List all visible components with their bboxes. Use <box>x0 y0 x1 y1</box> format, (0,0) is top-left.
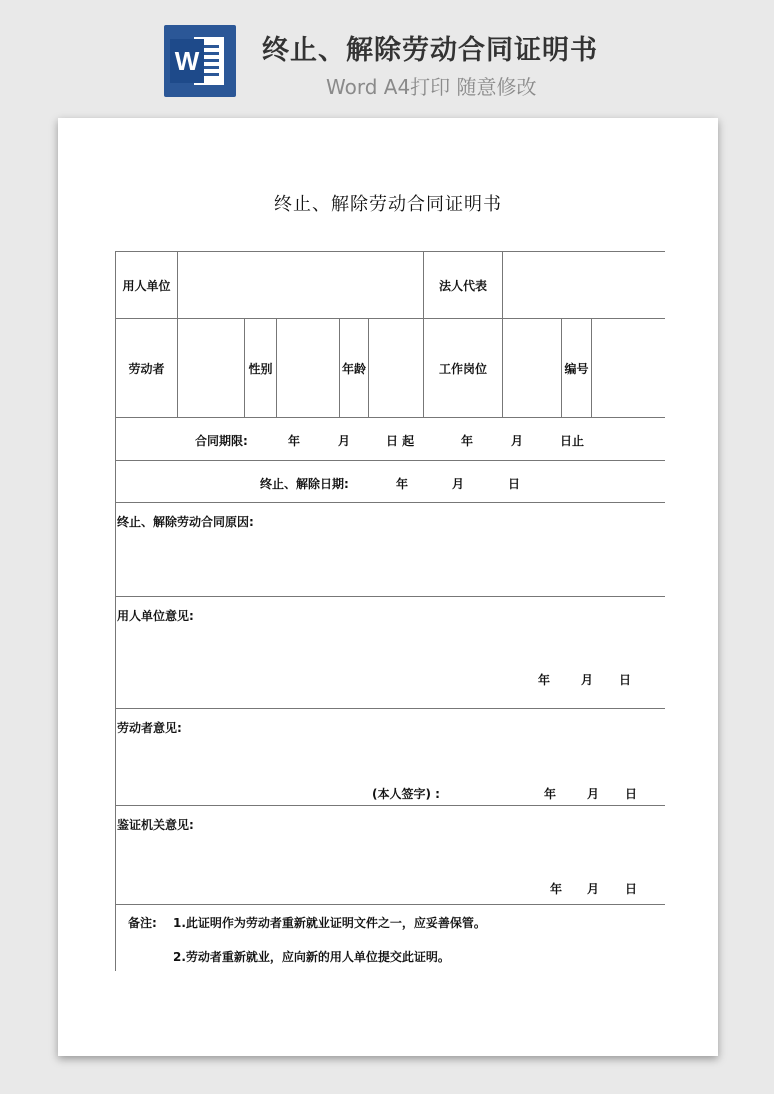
row-worker <box>116 319 666 418</box>
employer-opinion-label: 用人单位意见: <box>117 609 194 623</box>
termination-date-cell[interactable] <box>116 461 666 503</box>
authority-opinion-label: 鉴证机关意见: <box>117 818 194 832</box>
row-employer-opinion <box>116 597 666 709</box>
employer-opinion-year: 年 <box>538 673 551 687</box>
termination-year: 年 <box>396 477 409 491</box>
age-field[interactable] <box>369 319 424 418</box>
row-reason <box>116 503 666 597</box>
gender-label: 性别 <box>245 319 277 418</box>
termination-month: 月 <box>452 477 465 491</box>
termination-date-label: 终止、解除日期: <box>260 477 349 491</box>
position-label: 工作岗位 <box>424 319 503 418</box>
worker-opinion-cell[interactable] <box>116 709 666 806</box>
row-worker-opinion <box>116 709 666 806</box>
worker-field[interactable] <box>178 319 245 418</box>
legal-rep-label: 法人代表 <box>424 252 503 319</box>
contract-end-year: 年 <box>461 434 474 448</box>
notes-cell <box>116 905 666 972</box>
row-notes <box>116 905 666 972</box>
reason-cell[interactable] <box>116 503 666 597</box>
contract-end-month: 月 <box>511 434 524 448</box>
contract-end-day: 日止 <box>560 434 585 448</box>
age-label: 年龄 <box>340 319 369 418</box>
position-field[interactable] <box>503 319 562 418</box>
banner-subtitle: Word A4打印 随意修改 <box>326 75 537 99</box>
contract-start-month: 月 <box>338 434 351 448</box>
gender-field[interactable] <box>277 319 340 418</box>
word-app-icon <box>164 25 236 97</box>
authority-opinion-year: 年 <box>550 882 563 896</box>
worker-opinion-year: 年 <box>544 787 557 801</box>
employer-opinion-cell[interactable] <box>116 597 666 709</box>
legal-rep-field[interactable] <box>503 252 665 319</box>
notes-line-2: 2.劳动者重新就业，应向新的用人单位提交此证明。 <box>173 950 450 964</box>
form-container <box>115 251 665 971</box>
employer-field[interactable] <box>178 252 424 319</box>
worker-opinion-day: 日 <box>625 787 638 801</box>
termination-day: 日 <box>508 477 521 491</box>
employer-opinion-month: 月 <box>581 673 594 687</box>
word-letter: W <box>170 39 204 83</box>
notes-line-1: 1.此证明作为劳动者重新就业证明文件之一，应妥善保管。 <box>173 916 486 930</box>
worker-label: 劳动者 <box>116 319 178 418</box>
worker-signature-label: (本人签字) : <box>372 787 440 801</box>
contract-start-year: 年 <box>288 434 301 448</box>
certificate-form-table <box>115 251 665 971</box>
row-contract-term <box>116 418 666 461</box>
row-authority-opinion <box>116 806 666 905</box>
row-employer <box>116 252 666 319</box>
contract-term-label: 合同期限: <box>195 434 248 448</box>
number-field[interactable] <box>592 319 665 418</box>
worker-opinion-month: 月 <box>587 787 600 801</box>
document-page: ​ 终止、解除劳动合同证明书 用人单位 法人代表 劳动者 性别 年龄 工作岗位 编号 合同期限: 年 月 日 起 年 月 日止 终止、解除日期: 年 月 日 终止、解除劳动合同原因: 用人单位意见: 年 月 日 劳动者意见: (本人签字) : 年 月 日 鉴证机关意见: 年 月 日 备注: 1.此证明作为劳动者重新就业证明文件之一，应妥善保管。 2.劳动者重新就业，应向新的用人单位提交此证明。 <box>58 118 718 1056</box>
notes-label: 备注: <box>128 916 157 930</box>
contract-start-day: 日 起 <box>386 434 415 448</box>
employer-label: 用人单位 <box>116 252 178 319</box>
document-title: 终止、解除劳动合同证明书 <box>274 194 502 215</box>
worker-opinion-label: 劳动者意见: <box>117 721 182 735</box>
row-termination-date <box>116 461 666 503</box>
contract-term-cell[interactable] <box>116 418 666 461</box>
number-label: 编号 <box>562 319 592 418</box>
authority-opinion-cell[interactable] <box>116 806 666 905</box>
reason-label: 终止、解除劳动合同原因: <box>117 515 254 529</box>
authority-opinion-month: 月 <box>587 882 600 896</box>
banner-title: 终止、解除劳动合同证明书 <box>262 35 598 66</box>
authority-opinion-day: 日 <box>625 882 638 896</box>
employer-opinion-day: 日 <box>619 673 632 687</box>
